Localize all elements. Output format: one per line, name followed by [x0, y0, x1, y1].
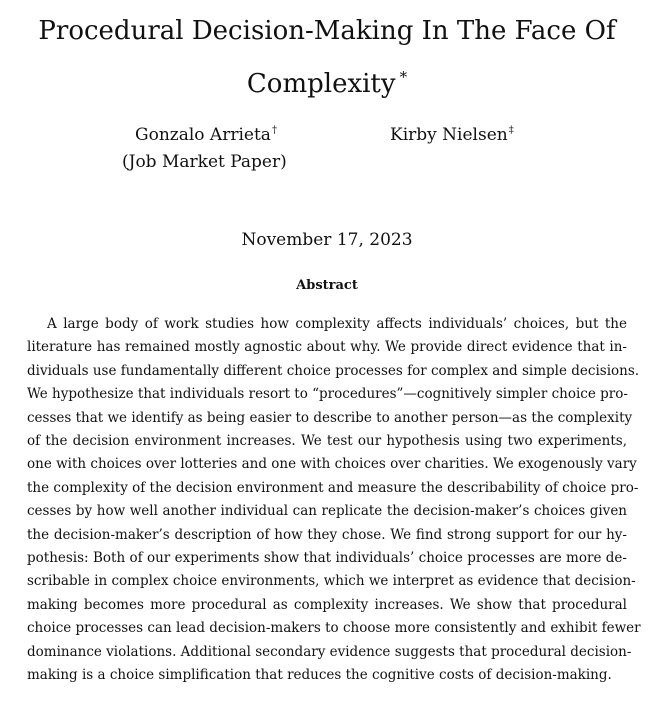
abstract-line: of the decision environment increases. We test our hypothesis using two experiments, — [27, 433, 627, 450]
author-name: Gonzalo Arrieta — [135, 125, 271, 145]
abstract-line: the decision-maker’s description of how they chose. We find strong support for our hy- — [27, 526, 627, 543]
paper-date: November 17, 2023 — [241, 230, 413, 250]
abstract-line: dominance violations. Additional secondary evidence suggests that procedural decision- — [27, 643, 632, 660]
abstract-heading: Abstract — [296, 278, 358, 293]
author-footnote-mark[interactable]: ‡ — [508, 125, 514, 136]
paper-title — [20, 8, 634, 107]
abstract-line: cesses that we identify as being easier to describe to another person—as the complexity — [27, 409, 633, 426]
abstract-line: making becomes more procedural as complexity increases. We show that procedural — [27, 596, 627, 613]
abstract-line: dividuals use fundamentally different choice processes for complex and simple decisions. — [27, 362, 640, 379]
abstract-line: cesses by how well another individual can replicate the decision-maker’s choices given — [27, 503, 627, 520]
abstract-line: scribable in complex choice environments, which we interpret as evidence that decision- — [27, 573, 636, 590]
abstract-body — [27, 313, 641, 688]
abstract-line: making is a choice simplification that reduces the cognitive costs of decision-making. — [27, 667, 612, 684]
abstract-line: one with choices over lotteries and one with choices over charities. We exogenously vary — [27, 456, 637, 473]
abstract-line: the complexity of the decision environment and measure the describability of choice pro- — [27, 479, 639, 496]
title-footnote-mark[interactable]: * — [399, 68, 408, 86]
abstract-line: A large body of work studies how complexity affects individuals’ choices, but the — [47, 316, 627, 332]
author-2 — [390, 120, 514, 146]
abstract-line: choice processes can lead decision-makers to choose more consistently and exhibit fewer — [27, 620, 641, 637]
author-1 — [135, 120, 277, 146]
abstract-line: pothesis: Both of our experiments show that individuals’ choice processes are more de- — [27, 550, 627, 567]
title-line-2: Complexity — [246, 69, 396, 99]
abstract-line: We hypothesize that individuals resort to “procedures”—cognitively simpler choice pro- — [27, 386, 628, 403]
author-name: Kirby Nielsen — [390, 125, 508, 145]
author-footnote-mark[interactable]: † — [271, 125, 277, 136]
job-market-paper-note: (Job Market Paper) — [122, 152, 287, 172]
abstract-line: literature has remained mostly agnostic about why. We provide direct evidence that in- — [27, 339, 627, 356]
title-line-1: Procedural Decision-Making In The Face Of — [38, 16, 616, 46]
